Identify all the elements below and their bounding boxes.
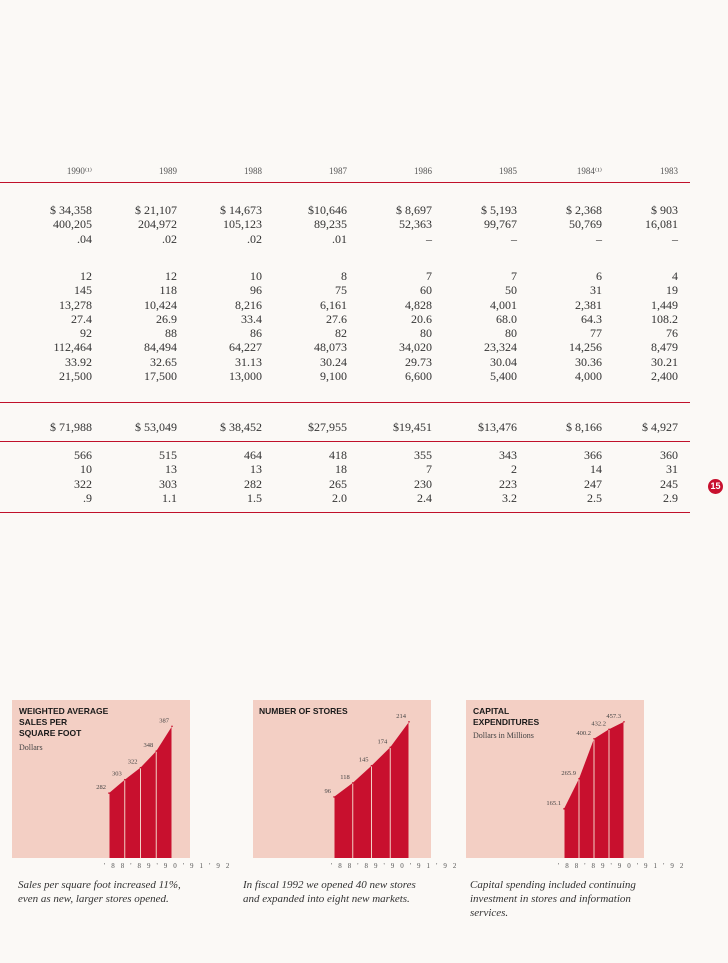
- table-cell: 2,400: [651, 369, 678, 384]
- table-cell: 82: [335, 326, 347, 341]
- table-cell: 360: [660, 448, 678, 462]
- chart-title: CAPITAL EXPENDITURES: [473, 706, 540, 727]
- table-cell: 282: [244, 476, 262, 491]
- chart-x-labels: [104, 862, 235, 870]
- table-cell: 2: [511, 462, 517, 477]
- table-column: [103, 420, 177, 434]
- table-cell: 76: [666, 326, 678, 341]
- table-cell: 145: [74, 283, 92, 298]
- table-column: [604, 203, 678, 246]
- table-cell: 6: [596, 269, 602, 283]
- table-cell: 86: [250, 326, 262, 341]
- chart-subtitle: Dollars: [19, 743, 43, 752]
- table-cell: .02: [162, 231, 177, 246]
- table-cell: 9,100: [320, 369, 347, 384]
- table-cell: 60: [420, 283, 432, 298]
- table-column: [358, 448, 432, 505]
- table-cell: 12: [80, 269, 92, 283]
- table-cell: 4,000: [575, 369, 602, 384]
- table-cell: 4: [672, 269, 678, 283]
- chart-data-label: 387: [159, 717, 169, 725]
- chart-data-label: 457.3: [606, 712, 621, 720]
- table-cell: 64,227: [229, 340, 262, 355]
- table-cell: 29.73: [405, 354, 432, 369]
- table-cell: $ 71,988: [50, 420, 92, 434]
- table-cell: 96: [250, 283, 262, 298]
- table-column: [443, 448, 517, 505]
- table-cell: 223: [499, 476, 517, 491]
- chart-caption: Sales per square foot increased 11%, even as new, larger stores opened.: [18, 879, 181, 905]
- table-cell: 13,000: [229, 369, 262, 384]
- chart-tick-label: '88: [331, 862, 358, 870]
- table-cell: 2,381: [575, 297, 602, 312]
- table-column: [528, 420, 602, 434]
- table-cell: $ 34,358: [50, 203, 92, 217]
- table-cell: .02: [247, 231, 262, 246]
- chart-data-label: 303: [112, 770, 122, 778]
- table-cell: 99,767: [484, 217, 517, 232]
- table-cell: $10,646: [308, 203, 347, 217]
- table-column: [443, 269, 517, 383]
- table-cell: 30.36: [575, 354, 602, 369]
- table-cell: .01: [332, 231, 347, 246]
- table-cell: 77: [590, 326, 602, 341]
- table-cell: 2.4: [417, 490, 432, 505]
- table-cell: 418: [329, 448, 347, 462]
- chart-tick-label: '92: [209, 862, 236, 870]
- chart-point: [333, 796, 335, 798]
- chart-tick-label: '91: [636, 862, 664, 870]
- chart-title: NUMBER OF STORES: [259, 706, 348, 716]
- table-column: [188, 203, 262, 246]
- table-column: [188, 420, 262, 434]
- table-cell: 400,205: [53, 217, 92, 232]
- table-cell: 50,769: [569, 217, 602, 232]
- table-column: [604, 269, 678, 383]
- table-cell: 2.5: [587, 490, 602, 505]
- table-cell: 7: [426, 462, 432, 477]
- table-cell: 7: [426, 269, 432, 283]
- table-cell: 75: [335, 283, 347, 298]
- table-cell: 64.3: [581, 311, 602, 326]
- chart-tick-label: '89: [584, 862, 611, 870]
- table-cell: 31.13: [235, 354, 262, 369]
- chart-data-label: 400.2: [576, 729, 591, 737]
- table-cell: 3.2: [502, 490, 517, 505]
- table-cell: 33.4: [241, 311, 262, 326]
- chart-point: [140, 767, 142, 769]
- chart-data-label: 265.9: [561, 769, 576, 777]
- table-cell: $27,955: [308, 420, 347, 434]
- table-cell: 33.92: [65, 354, 92, 369]
- table-cell: 5,400: [490, 369, 517, 384]
- table-cell: 8,216: [235, 297, 262, 312]
- table-column: [604, 448, 678, 505]
- table-cell: 32.65: [150, 354, 177, 369]
- chart-tick-label: '90: [610, 862, 637, 870]
- table-cell: 515: [159, 448, 177, 462]
- table-cell: $13,476: [478, 420, 517, 434]
- table-cell: 48,073: [314, 340, 347, 355]
- table-cell: 21,500: [59, 369, 92, 384]
- chart-point: [408, 721, 410, 723]
- chart-tick-label: '88: [104, 862, 131, 870]
- table-cell: 27.4: [71, 311, 92, 326]
- table-cell: $ 2,368: [566, 203, 602, 217]
- table-cell: 88: [165, 326, 177, 341]
- table-cell: 17,500: [144, 369, 177, 384]
- table-cell: 8,479: [651, 340, 678, 355]
- table-cell: 105,123: [223, 217, 262, 232]
- chart-point: [623, 721, 625, 723]
- chart-point: [352, 782, 354, 784]
- table-column: [358, 203, 432, 246]
- table-cell: –: [672, 231, 678, 246]
- table-cell: 1.1: [162, 490, 177, 505]
- group-3-rule: [0, 441, 690, 442]
- chart-point: [155, 750, 157, 752]
- table-column: [18, 269, 92, 383]
- year-header: 1983: [660, 166, 678, 176]
- table-column: [103, 448, 177, 505]
- chart-point: [593, 738, 595, 740]
- table-cell: $ 8,166: [566, 420, 602, 434]
- table-cell: 92: [80, 326, 92, 341]
- table-cell: 31: [666, 462, 678, 477]
- chart-plot: [12, 700, 190, 858]
- table-cell: 204,972: [138, 217, 177, 232]
- table-cell: .9: [83, 490, 92, 505]
- chart-data-label: 282: [96, 784, 106, 792]
- chart-tick-label: '89: [130, 862, 157, 870]
- table-cell: 10: [80, 462, 92, 477]
- table-cell: 355: [414, 448, 432, 462]
- table-cell: 13: [165, 462, 177, 477]
- table-cell: –: [426, 231, 432, 246]
- table-column: [18, 448, 92, 505]
- chart-tick-label: '90: [156, 862, 183, 870]
- table-cell: 464: [244, 448, 262, 462]
- header-rule: [0, 182, 690, 183]
- table-cell: 34,020: [399, 340, 432, 355]
- table-cell: 30.04: [490, 354, 517, 369]
- year-header: 1989: [159, 166, 177, 176]
- table-cell: $ 903: [651, 203, 678, 217]
- table-column: [18, 420, 92, 434]
- table-cell: 80: [420, 326, 432, 341]
- table-cell: 6,600: [405, 369, 432, 384]
- table-column: [273, 269, 347, 383]
- table-cell: $ 8,697: [396, 203, 432, 217]
- table-cell: 50: [505, 283, 517, 298]
- table-column: [18, 203, 92, 246]
- table-cell: 89,235: [314, 217, 347, 232]
- chart-point: [608, 728, 610, 730]
- table-column: [528, 203, 602, 246]
- chart-subtitle: Dollars in Millions: [473, 731, 534, 740]
- chart-data-label: 165.1: [546, 799, 561, 807]
- table-column: [188, 448, 262, 505]
- table-cell: 6,161: [320, 297, 347, 312]
- year-header: 1986: [414, 166, 432, 176]
- chart-tick-label: '89: [357, 862, 384, 870]
- chart-tick-label: '92: [436, 862, 463, 870]
- table-cell: 2.0: [332, 490, 347, 505]
- table-cell: 7: [511, 269, 517, 283]
- chart-data-label: 145: [358, 756, 369, 764]
- chart-tick-label: '91: [409, 862, 437, 870]
- year-header: 1987: [329, 166, 347, 176]
- chart-point: [389, 746, 391, 748]
- group-2-rule: [0, 402, 690, 403]
- chart-data-label: 214: [396, 712, 406, 720]
- table-cell: 366: [584, 448, 602, 462]
- chart-plot: [466, 700, 644, 858]
- table-cell: $ 53,049: [135, 420, 177, 434]
- table-column: [273, 420, 347, 434]
- chart-caption: In fiscal 1992 we opened 40 new stores and expanded into eight new markets.: [243, 879, 416, 905]
- table-cell: 322: [74, 476, 92, 491]
- table-column: [188, 269, 262, 383]
- table-column: [273, 448, 347, 505]
- table-cell: 13: [250, 462, 262, 477]
- year-header: 1985: [499, 166, 517, 176]
- table-cell: 13,278: [59, 297, 92, 312]
- table-cell: 112,464: [53, 340, 92, 355]
- table-column: [358, 420, 432, 434]
- table-cell: 27.6: [326, 311, 347, 326]
- table-cell: 566: [74, 448, 92, 462]
- table-column: [443, 203, 517, 246]
- table-cell: 20.6: [411, 311, 432, 326]
- table-cell: 230: [414, 476, 432, 491]
- table-column: [273, 203, 347, 246]
- table-cell: 19: [666, 283, 678, 298]
- table-cell: 108.2: [651, 311, 678, 326]
- table-column: [103, 203, 177, 246]
- table-cell: 23,324: [484, 340, 517, 355]
- table-column: [358, 269, 432, 383]
- table-cell: 14,256: [569, 340, 602, 355]
- chart-number-of-stores: [253, 700, 431, 858]
- table-cell: $ 5,193: [481, 203, 517, 217]
- table-cell: $ 21,107: [135, 203, 177, 217]
- table-column: [528, 448, 602, 505]
- table-cell: $ 4,927: [642, 420, 678, 434]
- table-cell: 26.9: [156, 311, 177, 326]
- table-cell: 68.0: [496, 311, 517, 326]
- table-cell: –: [596, 231, 602, 246]
- chart-data-label: 96: [324, 787, 331, 795]
- chart-tick-label: '91: [182, 862, 210, 870]
- table-cell: 84,494: [144, 340, 177, 355]
- table-cell: 4,828: [405, 297, 432, 312]
- chart-sales-per-square-foot: [12, 700, 190, 858]
- chart-data-label: 432.2: [591, 720, 606, 728]
- table-cell: 265: [329, 476, 347, 491]
- table-cell: 4,001: [490, 297, 517, 312]
- chart-data-label: 118: [340, 773, 350, 781]
- table-cell: 12: [165, 269, 177, 283]
- chart-capital-expenditures: [466, 700, 644, 858]
- chart-point: [171, 725, 173, 727]
- table-cell: 30.21: [651, 354, 678, 369]
- table-cell: –: [511, 231, 517, 246]
- table-bottom-rule: [0, 512, 690, 513]
- table-column: [528, 269, 602, 383]
- table-column: [103, 269, 177, 383]
- chart-tick-label: '88: [558, 862, 585, 870]
- chart-data-label: 348: [143, 742, 154, 750]
- table-cell: 10: [250, 269, 262, 283]
- table-cell: $ 38,452: [220, 420, 262, 434]
- chart-x-labels: [558, 862, 689, 870]
- table-column: [604, 420, 678, 434]
- table-cell: 8: [341, 269, 347, 283]
- table-cell: 14: [590, 462, 602, 477]
- chart-data-label: 322: [127, 758, 138, 766]
- table-cell: $ 14,673: [220, 203, 262, 217]
- table-cell: 247: [584, 476, 602, 491]
- table-cell: 80: [505, 326, 517, 341]
- table-cell: 303: [159, 476, 177, 491]
- table-cell: 31: [590, 283, 602, 298]
- table-cell: 118: [159, 283, 177, 298]
- chart-point: [371, 765, 373, 767]
- table-cell: 10,424: [144, 297, 177, 312]
- table-cell: 245: [660, 476, 678, 491]
- chart-point: [578, 778, 580, 780]
- chart-tick-label: '90: [383, 862, 410, 870]
- table-cell: $19,451: [393, 420, 432, 434]
- year-header: 1984⁽¹⁾: [576, 166, 602, 176]
- chart-point: [108, 792, 110, 794]
- table-cell: 30.24: [320, 354, 347, 369]
- page-number-badge: 15: [708, 479, 723, 494]
- chart-tick-label: '92: [663, 862, 690, 870]
- table-cell: 1.5: [247, 490, 262, 505]
- year-header: 1988: [244, 166, 262, 176]
- chart-point: [563, 808, 565, 810]
- table-cell: 2.9: [663, 490, 678, 505]
- table-cell: 18: [335, 462, 347, 477]
- table-cell: 343: [499, 448, 517, 462]
- chart-point: [124, 779, 126, 781]
- table-cell: 1,449: [651, 297, 678, 312]
- chart-data-label: 174: [377, 738, 388, 746]
- table-cell: .04: [77, 231, 92, 246]
- chart-title: WEIGHTED AVERAGE SALES PER SQUARE FOOT: [19, 706, 109, 738]
- chart-x-labels: [331, 862, 462, 870]
- year-header-row: [0, 166, 682, 180]
- year-header: 1990⁽¹⁾: [66, 166, 92, 176]
- table-cell: 16,081: [645, 217, 678, 232]
- table-column: [443, 420, 517, 434]
- chart-caption: Capital spending included continuing investment in stores and information services.: [470, 879, 636, 919]
- table-cell: 52,363: [399, 217, 432, 232]
- chart-plot: [253, 700, 431, 858]
